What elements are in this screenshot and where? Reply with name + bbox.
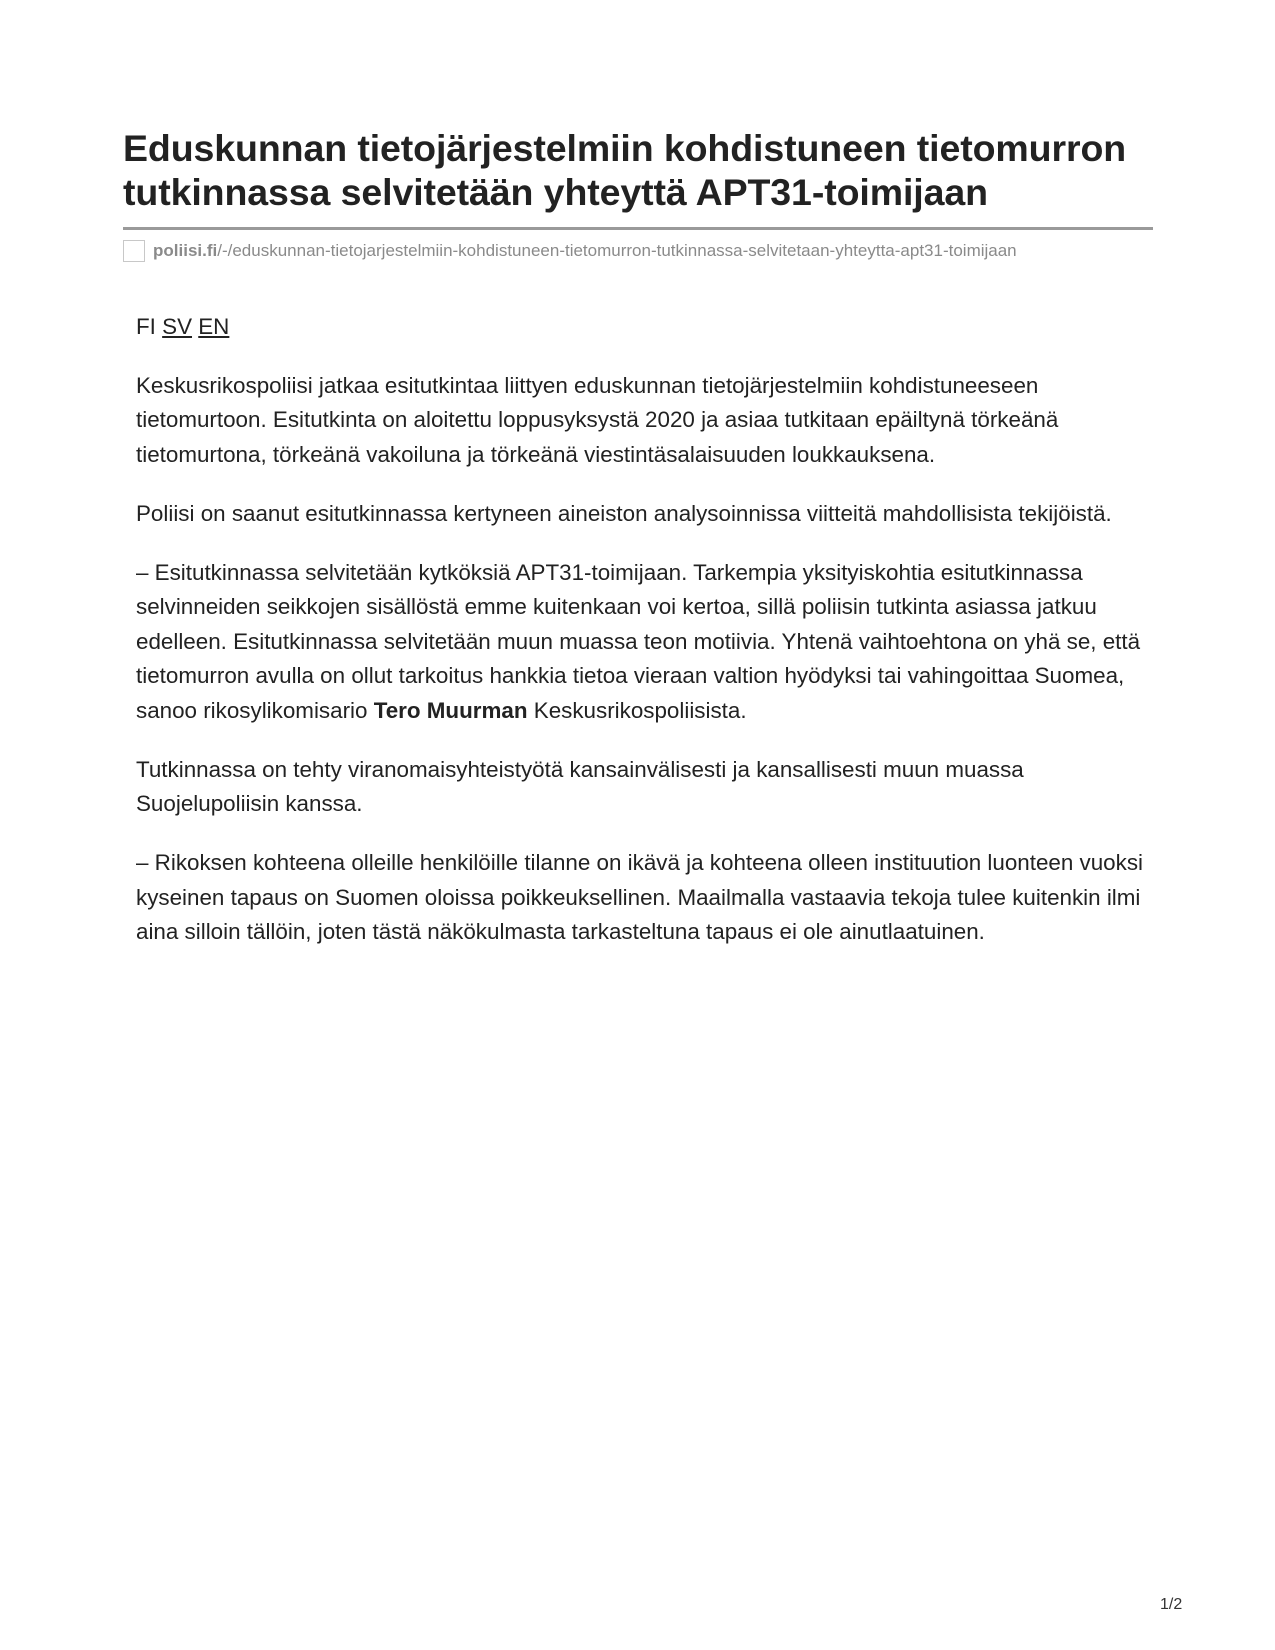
article-body [136,310,1146,974]
source-path: /-/eduskunnan-tietojarjestelmiin-kohdistuneen-tietomurron-tutkinnassa-selvitetaan-yhteytta-apt31-toimijaan [217,241,1017,260]
paragraph: Poliisi on saanut esitutkinnassa kertyneen aineiston analysoinnissa viitteitä mahdollisista tekijöistä. [136,500,1112,526]
source-domain: poliisi.fi [153,241,218,260]
broken-image-icon [123,240,145,262]
paragraph: Tutkinnassa on tehty viranomaisyhteistyötä kansainvälisesti ja kansallisesti muun muassa Suojelupoliisin kanssa. [136,756,1024,816]
paragraph: – Rikoksen kohteena olleille henkilöille tilanne on ikävä ja kohteena olleen instituution luonteen vuoksi kyseinen tapaus on Suomen oloissa poikkeuksellinen. Maailmalla vastaavia tekoja tulee kuitenkin ilmi aina silloin tällöin, joten tästä näkökulmasta tarkasteltuna tapaus ei ole ainutlaatuinen. [136,850,1143,944]
language-selector [136,310,1146,345]
language-current: FI [136,314,156,339]
quote-attribution: Keskusrikospoliisista. [533,697,747,723]
paragraph-quote [136,556,1146,729]
quote-text: – Esitutkinnassa selvitetään kytköksiä APT31-toimijaan. Tarkempia yksityiskohtia esitutkinnassa selvinneiden seikkojen sisällöstä emme kuitenkaan voi kertoa, sillä poliisin tutkinta asiassa jatkuu edelleen. Esitutkinnassa selvitetään muun muassa teon motiivia. Yhtenä vaihtoehtona on yhä se, että tietomurron avulla on ollut tarkoitus hankkia tietoa vieraan valtion hyödyksi tai vahingoittaa Suomea, sanoo rikosylikomisario [136,559,1141,723]
language-link-en[interactable]: EN [198,314,230,339]
paragraph: Keskusrikospoliisi jatkaa esitutkintaa liittyen eduskunnan tietojärjestelmiin kohdistuneeseen tietomurtoon. Esitutkinta on aloitettu loppusyksystä 2020 ja asiaa tutkitaan epäiltynä törkeänä tietomurtona, törkeänä vakoiluna ja törkeänä viestintäsalaisuuden loukkauksena. [136,372,1059,467]
person-name: Tero Muurman [373,697,528,723]
language-link-sv[interactable]: SV [162,314,193,339]
source-url[interactable] [123,238,1163,264]
page-number: 1/2 [1160,1596,1183,1613]
article-title: Eduskunnan tietojärjestelmiin kohdistuneen tietomurron tutkinnassa selvitetään yhteyttä APT31-toimijaan [123,127,1127,213]
title-divider [123,227,1153,230]
